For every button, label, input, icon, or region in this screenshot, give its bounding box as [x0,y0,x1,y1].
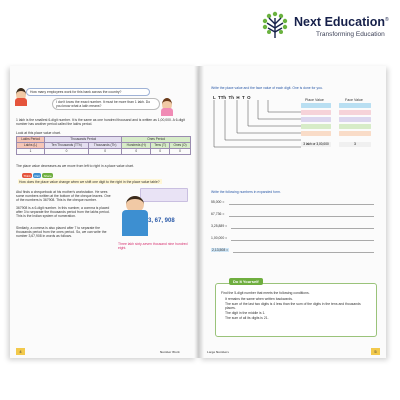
page-number-left: 4 [16,348,25,355]
tps-question: How does the place value change when we shift one digit to the right in the place value table? [18,179,162,184]
answer-box [339,124,371,129]
period-header: Ones Period [122,137,191,143]
indian-system-text: Similarly, a comma is also placed after 7 to separate the thousands period from the ones period. So, we can write the number 3,67,908 in words as follows. [16,226,107,239]
digits-header: L TTh Th H T O [213,95,251,100]
answer-box [301,131,331,136]
table-cell: 1 [17,148,45,154]
answer-box [339,103,371,108]
tps-pair: Pair [34,173,40,178]
column-header: Thousands (Th) [88,142,121,148]
think-pair-share-badge [22,173,53,178]
page-number-right: 5 [371,348,380,355]
diy-intro: Find the 5-digit number that meets the following conditions. [221,291,310,295]
cheque-illustration [116,188,191,240]
period-header: Lakhs Period [17,137,45,143]
diy-title: Do It Yourself [229,278,263,285]
place-value-column-header: Place Value [305,98,324,102]
brand-tagline: Transforming Education [316,31,385,38]
face-value-column-header: Face Value [345,98,363,102]
answer-line [229,204,374,205]
answer-box [339,117,371,122]
cheque-story-text: Atul finds a chequebook at his mother's workstation. He sees some numbers written at the bottom of the cheque leaves. One of the numbers is 367908. This is the cheque number. [16,190,111,203]
place-value-instruction: Write the place value and the face value of each digit. One is done for you. [211,86,323,90]
diy-item: The digit in the middle is 1. [225,311,266,315]
table-cell: 0 [122,148,151,154]
right-page [199,66,386,358]
expanded-form-item: 1,00,000 = [211,236,228,240]
tps-share: Share [43,173,52,178]
table-cell: 0 [151,148,170,154]
column-header: Ones (O) [170,142,191,148]
table-cell: 0 [45,148,89,154]
answer-line [231,240,374,241]
answer-box [301,124,331,129]
left-page [10,66,197,358]
answer-box [301,110,331,115]
lakh-definition-text: 1 lakh is the smallest 6-digit number. It is the same as one hundred thousand and is written as 1,00,000. A 6-digit number has another period called the lakhs period. [16,118,185,127]
answer-box [339,110,371,115]
comma-explanation-text: 367908 is a 6-digit number. In this number, a comma is placed after 3 to separate the thousands period from the lakhs period. This is the Indian system of numeration. [16,206,110,219]
period-header: Thousands Period [45,137,122,143]
open-book [0,60,400,366]
diy-item: The sum of all its digits is 21. [225,316,269,320]
place-value-note: The place value decreases as we move from left to right in a place value chart. [16,164,134,168]
example-place-value: 3 lakh or 3,00,000 [301,142,331,147]
example-face-value: 3 [339,142,371,147]
expanded-form-item-highlighted: 2,13,508 = [212,248,229,252]
expanded-form-instruction: Write the following numbers in expanded form. [211,190,281,194]
table-cell: 0 [170,148,191,154]
girl-character-illustration [160,98,174,116]
column-header: Lakhs (L) [17,142,45,148]
column-header: Hundreds (H) [122,142,151,148]
answer-box [301,117,331,122]
answer-box [339,131,371,136]
cheque-number: 3, 67, 908 [148,218,175,224]
cheque-number-in-words: Three lakh sixty-seven thousand nine hundred eight. [118,242,188,251]
diy-item: It remains the same when written backwards. [225,297,293,301]
footer-right: Large Numbers [207,350,230,354]
answer-line [229,216,374,217]
answer-box [301,103,331,108]
chart-intro-text: Look at this place value chart. [16,131,61,135]
expanded-form-item: 67,736 = [211,212,225,216]
footer-left: Number Work [160,350,180,354]
reply-bubble: I don't know the exact number. It must be more than 1 lakh. Do you know what a lakh means? [52,98,160,110]
digit-connector-lines [211,100,303,152]
question-bubble: How many employees work for this bank across the country? [26,88,150,96]
place-value-table [16,136,191,155]
answer-line [231,228,374,229]
table-cell: 0 [88,148,121,154]
column-header: Tens (T) [151,142,170,148]
book-spine [194,66,204,358]
column-header: Ten Thousands (TTh) [45,142,89,148]
expanded-form-item: 55,000 = [211,200,225,204]
tps-think: Think [23,173,31,178]
answer-line [233,252,374,253]
tree-logo-icon [260,10,290,40]
brand-name: Next Education® [294,15,389,29]
next-education-logo [260,10,395,44]
diy-item: The sum of the last two digits is 4 less than the sum of the digits in the tens and thousands places. [225,302,361,311]
expanded-form-item: 3,25,889 = [211,224,228,228]
do-it-yourself-box [215,283,377,337]
